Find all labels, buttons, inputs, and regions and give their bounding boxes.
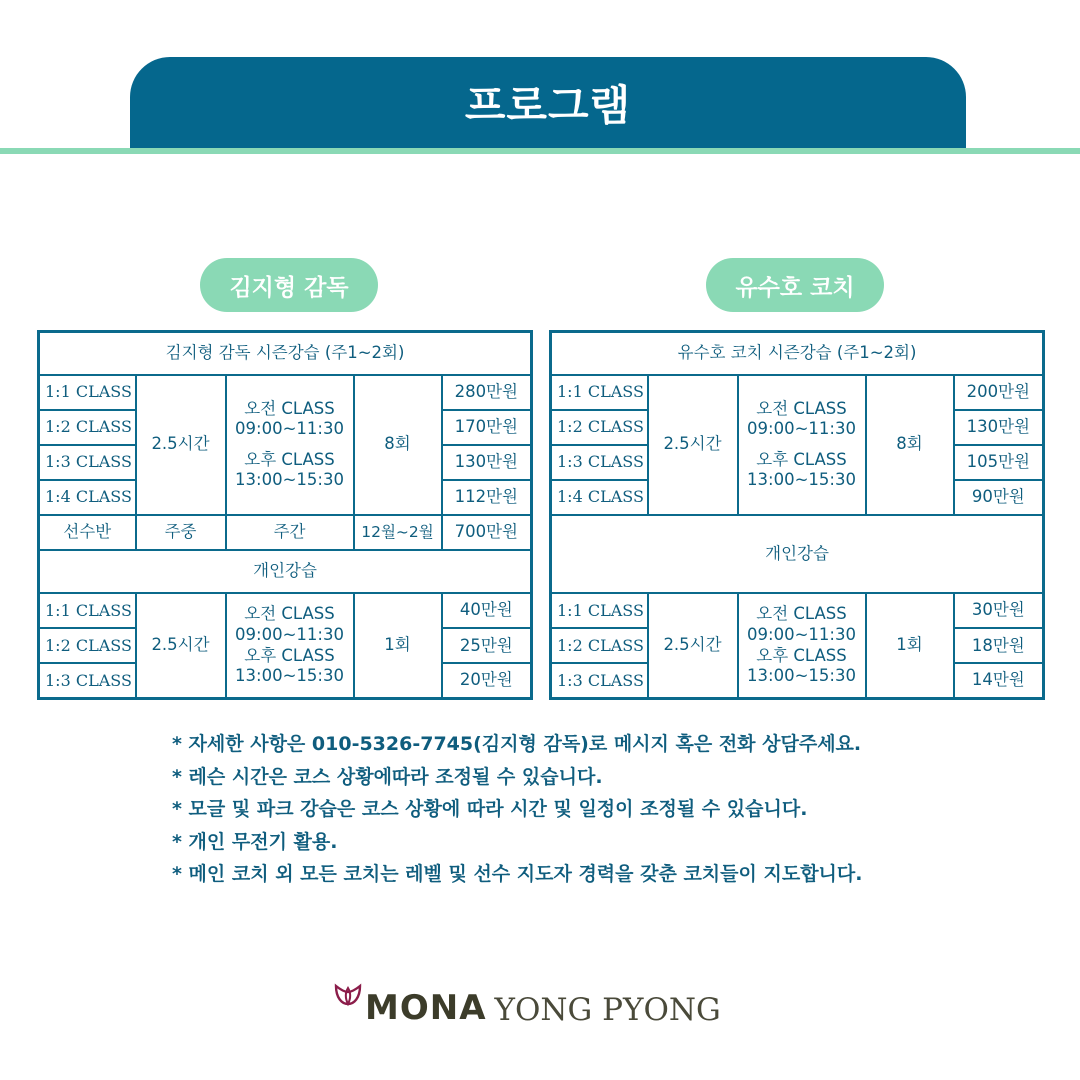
price: 130만원 (954, 410, 1044, 445)
class-name: 1:2 CLASS (551, 410, 648, 445)
session-count: 8회 (354, 375, 442, 515)
am-class-time: 09:00~11:30 (747, 419, 856, 439)
season-title: 유수호 코치 시즌강습 (주1~2회) (551, 332, 1044, 375)
price: 18만원 (954, 628, 1044, 663)
page-title: 프로그램 (464, 81, 632, 130)
class-name: 1:2 CLASS (39, 628, 136, 663)
session-count: 1회 (866, 593, 954, 698)
notes-list (172, 728, 862, 891)
pm-class-label: 오후 CLASS (244, 449, 335, 469)
duration: 2.5시간 (136, 375, 226, 515)
pm-class-time: 13:00~15:30 (747, 666, 856, 686)
class-name: 1:2 CLASS (551, 628, 648, 663)
note-item: * 모글 및 파크 강습은 코스 상황에 따라 시간 및 일정이 조정될 수 있습니다. (172, 798, 808, 820)
price: 105만원 (954, 445, 1044, 480)
athlete-frequency: 주중 (136, 515, 226, 550)
time-slots (226, 375, 354, 515)
private-title: 개인강습 (39, 550, 532, 593)
class-name: 1:1 CLASS (551, 593, 648, 628)
logo-mona-text: MONA (365, 988, 487, 1028)
class-name: 1:3 CLASS (551, 663, 648, 698)
duration: 2.5시간 (648, 593, 738, 698)
am-class-time: 09:00~11:30 (235, 624, 344, 644)
am-class-label: 오전 CLASS (244, 604, 335, 624)
pm-class-label: 오후 CLASS (756, 645, 847, 665)
price-table-kim (37, 330, 533, 700)
am-class-label: 오전 CLASS (244, 398, 335, 418)
logo-yongpyong-text: YONG PYONG (494, 992, 721, 1028)
price: 40만원 (442, 593, 532, 628)
class-name: 1:4 CLASS (39, 480, 136, 515)
season-title: 김지형 감독 시즌강습 (주1~2회) (39, 332, 532, 375)
athlete-class-name: 선수반 (39, 515, 136, 550)
price-table-yoo (549, 330, 1045, 700)
time-slots (226, 593, 354, 698)
price: 200만원 (954, 375, 1044, 410)
pm-class-time: 13:00~15:30 (747, 470, 856, 490)
class-name: 1:1 CLASS (551, 375, 648, 410)
pm-class-label: 오후 CLASS (756, 449, 847, 469)
price: 170만원 (442, 410, 532, 445)
class-name: 1:1 CLASS (39, 375, 136, 410)
brand-logo (333, 978, 721, 1028)
am-class-label: 오전 CLASS (756, 604, 847, 624)
am-class-time: 09:00~11:30 (235, 419, 344, 439)
coach-badge-yoo: 유수호 코치 (706, 258, 884, 312)
note-item: * 개인 무전기 활용. (172, 830, 338, 853)
am-class-label: 오전 CLASS (756, 398, 847, 418)
class-name: 1:3 CLASS (39, 663, 136, 698)
flower-logo-icon (333, 982, 363, 1008)
athlete-price: 700만원 (442, 515, 532, 550)
athlete-time: 주간 (226, 515, 354, 550)
pm-class-time: 13:00~15:30 (235, 666, 344, 686)
class-name: 1:3 CLASS (551, 445, 648, 480)
class-name: 1:3 CLASS (39, 445, 136, 480)
price: 14만원 (954, 663, 1044, 698)
note-item: * 레슨 시간은 코스 상황에따라 조정될 수 있습니다. (172, 765, 603, 788)
time-slots (738, 375, 866, 515)
price: 130만원 (442, 445, 532, 480)
coach-badge-kim: 김지형 감독 (200, 258, 378, 312)
pm-class-label: 오후 CLASS (244, 645, 335, 665)
price: 112만원 (442, 480, 532, 515)
duration: 2.5시간 (648, 375, 738, 515)
athlete-period: 12월~2월 (354, 515, 442, 550)
note-item: * 메인 코치 외 모든 코치는 레벨 및 선수 지도자 경력을 갖춘 코치들이 지도합니다. (172, 863, 863, 885)
price: 25만원 (442, 628, 532, 663)
price: 90만원 (954, 480, 1044, 515)
class-name: 1:4 CLASS (551, 480, 648, 515)
session-count: 1회 (354, 593, 442, 698)
price: 280만원 (442, 375, 532, 410)
class-name: 1:1 CLASS (39, 593, 136, 628)
price: 30만원 (954, 593, 1044, 628)
header-divider (0, 148, 1080, 154)
price: 20만원 (442, 663, 532, 698)
pm-class-time: 13:00~15:30 (235, 470, 344, 490)
time-slots (738, 593, 866, 698)
session-count: 8회 (866, 375, 954, 515)
header-banner (130, 57, 966, 149)
note-item: * 자세한 사항은 010-5326-7745(김지형 감독)로 메시지 혹은 전화 상담주세요. (172, 733, 862, 755)
class-name: 1:2 CLASS (39, 410, 136, 445)
am-class-time: 09:00~11:30 (747, 624, 856, 644)
private-title: 개인강습 (551, 515, 1044, 593)
duration: 2.5시간 (136, 593, 226, 698)
